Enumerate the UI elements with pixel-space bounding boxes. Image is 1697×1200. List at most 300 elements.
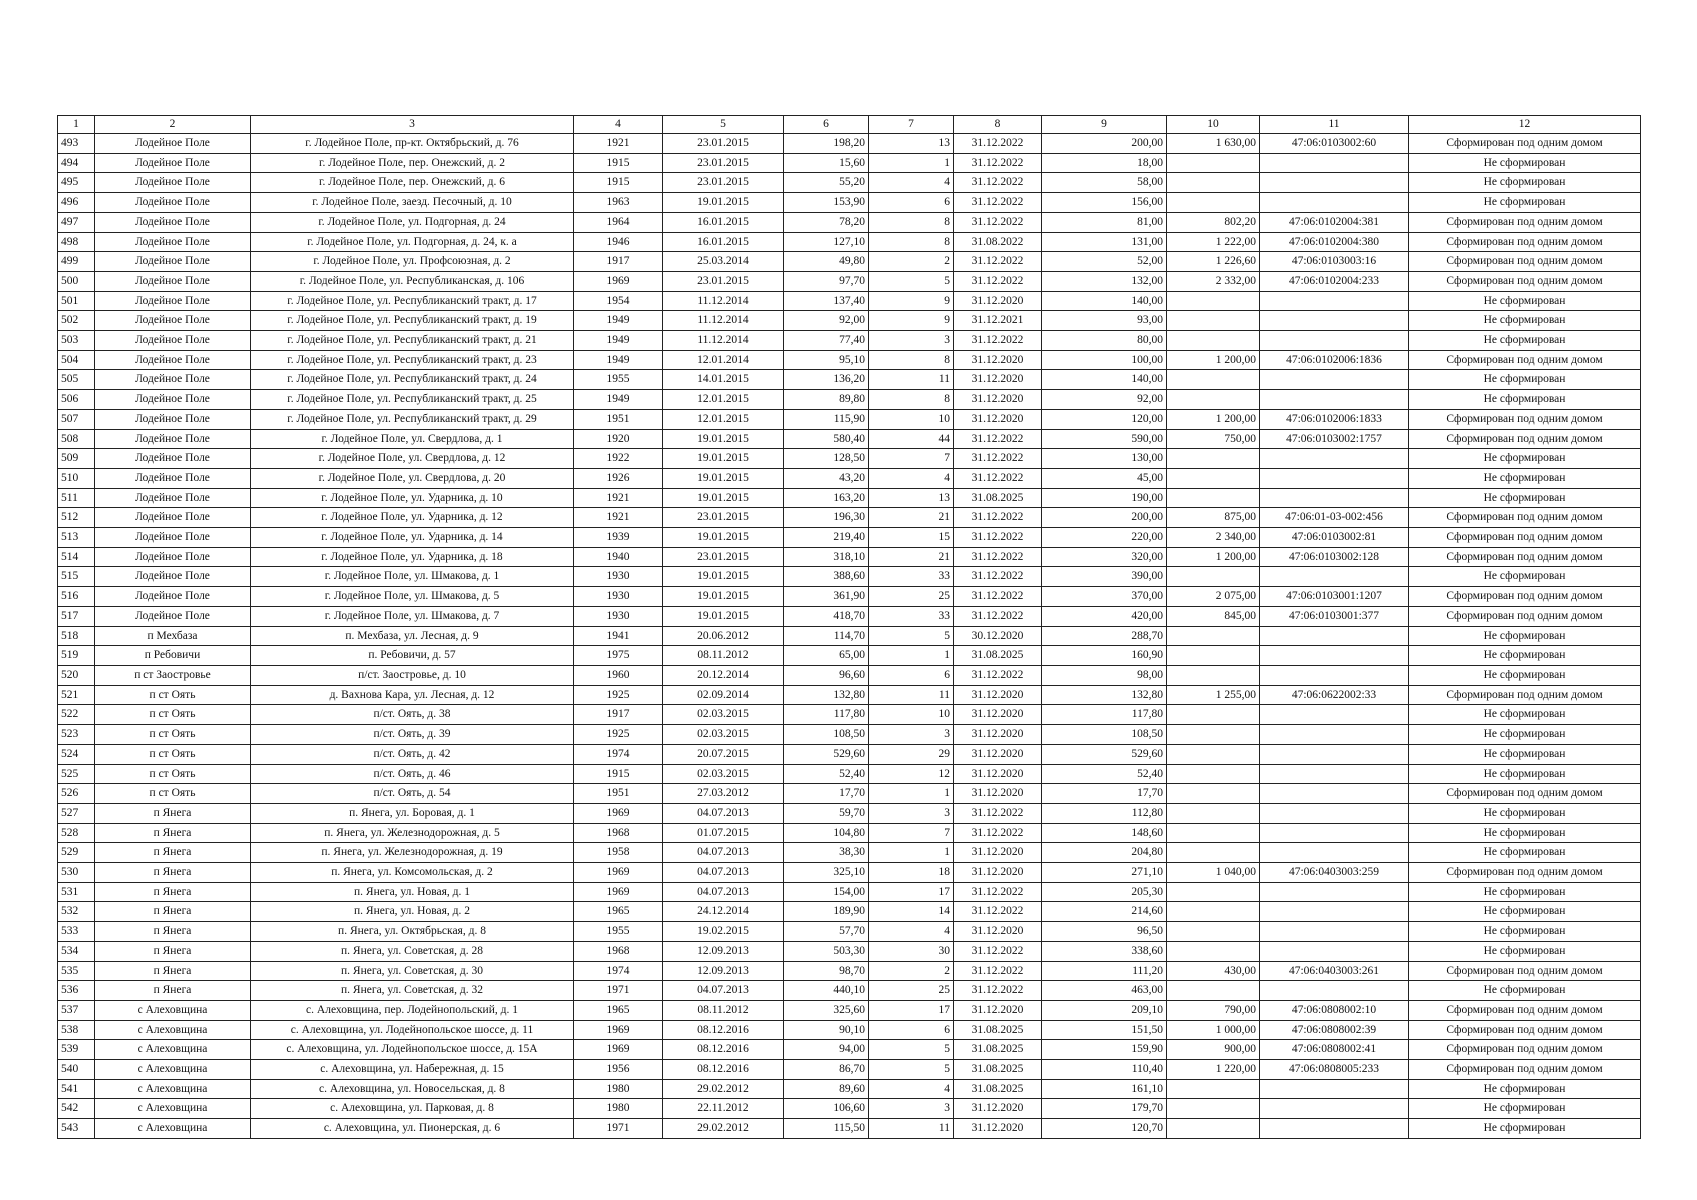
address-cell: г. Лодейное Поле, ул. Профсоюзная, д. 2 [251,252,574,272]
status-cell: Не сформирован [1409,370,1641,390]
cadastral-number-cell: 47:06:0403003:261 [1260,961,1409,981]
row-number-cell: 494 [58,153,95,173]
land-area-cell [1167,1079,1260,1099]
count-cell: 6 [869,193,954,213]
value-cell: 288,70 [1042,626,1167,646]
cadastral-number-cell [1260,705,1409,725]
address-cell: г. Лодейное Поле, ул. Шмакова, д. 1 [251,567,574,587]
date-cell: 19.01.2015 [663,528,784,548]
row-number-cell: 497 [58,212,95,232]
deadline-cell: 31.12.2022 [954,153,1042,173]
address-cell: г. Лодейное Поле, ул. Шмакова, д. 7 [251,606,574,626]
table-row [58,449,1641,469]
date-cell: 08.12.2016 [663,1040,784,1060]
table-row [58,1099,1641,1119]
status-cell: Не сформирован [1409,153,1641,173]
build-year-cell: 1955 [574,370,663,390]
count-cell: 14 [869,902,954,922]
cadastral-number-cell: 47:06:0103001:377 [1260,606,1409,626]
date-cell: 02.09.2014 [663,685,784,705]
land-area-cell [1167,646,1260,666]
date-cell: 04.07.2013 [663,803,784,823]
deadline-cell: 31.12.2020 [954,705,1042,725]
count-cell: 2 [869,252,954,272]
address-cell: п. Янега, ул. Комсомольская, д. 2 [251,863,574,883]
deadline-cell: 31.12.2020 [954,764,1042,784]
address-cell: г. Лодейное Поле, пер. Онежский, д. 2 [251,153,574,173]
value-cell: 209,10 [1042,1000,1167,1020]
date-cell: 11.12.2014 [663,311,784,331]
status-cell: Не сформирован [1409,291,1641,311]
date-cell: 19.01.2015 [663,488,784,508]
land-area-cell [1167,468,1260,488]
row-number-cell: 540 [58,1060,95,1080]
build-year-cell: 1930 [574,587,663,607]
status-cell: Не сформирован [1409,193,1641,213]
status-cell: Не сформирован [1409,1119,1641,1139]
build-year-cell: 1917 [574,705,663,725]
area-cell: 92,00 [784,311,869,331]
table-row [58,803,1641,823]
table-row [58,764,1641,784]
table-row [58,350,1641,370]
date-cell: 12.01.2015 [663,390,784,410]
value-cell: 156,00 [1042,193,1167,213]
address-cell: г. Лодейное Поле, ул. Ударника, д. 14 [251,528,574,548]
row-number-cell: 539 [58,1040,95,1060]
table-row [58,271,1641,291]
table-row [58,961,1641,981]
table-row [58,331,1641,351]
status-cell: Сформирован под одним домом [1409,1040,1641,1060]
settlement-cell: п ст Оять [95,725,251,745]
build-year-cell: 1949 [574,311,663,331]
land-area-cell [1167,449,1260,469]
status-cell: Сформирован под одним домом [1409,685,1641,705]
build-year-cell: 1974 [574,961,663,981]
address-cell: г. Лодейное Поле, ул. Ударника, д. 10 [251,488,574,508]
cadastral-number-cell [1260,882,1409,902]
row-number-cell: 523 [58,725,95,745]
row-number-cell: 522 [58,705,95,725]
address-cell: п. Ребовичи, д. 57 [251,646,574,666]
value-cell: 98,00 [1042,665,1167,685]
cadastral-number-cell [1260,1099,1409,1119]
status-cell: Не сформирован [1409,725,1641,745]
row-number-cell: 541 [58,1079,95,1099]
value-cell: 80,00 [1042,331,1167,351]
land-area-cell: 1 255,00 [1167,685,1260,705]
address-cell: г. Лодейное Поле, ул. Республиканский тракт, д. 23 [251,350,574,370]
address-cell: г. Лодейное Поле, пр-кт. Октябрьский, д. 76 [251,134,574,154]
build-year-cell: 1974 [574,744,663,764]
settlement-cell: п Янега [95,922,251,942]
status-cell: Не сформирован [1409,705,1641,725]
settlement-cell: с Алеховщина [95,1099,251,1119]
value-cell: 204,80 [1042,843,1167,863]
settlement-cell: п ст Оять [95,705,251,725]
area-cell: 43,20 [784,468,869,488]
settlement-cell: Лодейное Поле [95,547,251,567]
date-cell: 27.03.2012 [663,784,784,804]
build-year-cell: 1951 [574,784,663,804]
land-area-cell: 845,00 [1167,606,1260,626]
land-area-cell [1167,626,1260,646]
date-cell: 23.01.2015 [663,153,784,173]
build-year-cell: 1968 [574,941,663,961]
cadastral-number-cell [1260,370,1409,390]
address-cell: г. Лодейное Поле, ул. Республиканская, д. 106 [251,271,574,291]
table-row [58,1040,1641,1060]
land-area-cell [1167,843,1260,863]
deadline-cell: 31.12.2020 [954,1119,1042,1139]
land-area-cell [1167,981,1260,1001]
area-cell: 529,60 [784,744,869,764]
row-number-cell: 536 [58,981,95,1001]
value-cell: 271,10 [1042,863,1167,883]
count-cell: 3 [869,331,954,351]
build-year-cell: 1969 [574,271,663,291]
deadline-cell: 31.12.2020 [954,685,1042,705]
settlement-cell: Лодейное Поле [95,488,251,508]
cadastral-number-cell: 47:06:0102004:233 [1260,271,1409,291]
settlement-cell: п ст Оять [95,764,251,784]
table-row [58,626,1641,646]
count-cell: 7 [869,449,954,469]
settlement-cell: Лодейное Поле [95,173,251,193]
table-row [58,390,1641,410]
settlement-cell: Лодейное Поле [95,331,251,351]
count-cell: 8 [869,390,954,410]
deadline-cell: 31.12.2022 [954,331,1042,351]
build-year-cell: 1968 [574,823,663,843]
address-cell: п. Янега, ул. Новая, д. 1 [251,882,574,902]
land-area-cell [1167,193,1260,213]
address-cell: с. Алеховщина, ул. Набережная, д. 15 [251,1060,574,1080]
cadastral-number-cell: 47:06:0808002:41 [1260,1040,1409,1060]
land-area-cell: 430,00 [1167,961,1260,981]
address-cell: с. Алеховщина, ул. Новосельская, д. 8 [251,1079,574,1099]
land-area-cell [1167,882,1260,902]
value-cell: 390,00 [1042,567,1167,587]
count-cell: 6 [869,665,954,685]
settlement-cell: Лодейное Поле [95,606,251,626]
count-cell: 33 [869,606,954,626]
deadline-cell: 31.12.2022 [954,212,1042,232]
deadline-cell: 31.12.2022 [954,665,1042,685]
land-area-cell: 1 040,00 [1167,863,1260,883]
settlement-cell: Лодейное Поле [95,311,251,331]
count-cell: 4 [869,922,954,942]
count-cell: 17 [869,882,954,902]
row-number-cell: 501 [58,291,95,311]
settlement-cell: п Янега [95,882,251,902]
date-cell: 23.01.2015 [663,547,784,567]
status-cell: Сформирован под одним домом [1409,587,1641,607]
value-cell: 151,50 [1042,1020,1167,1040]
table-row [58,409,1641,429]
land-area-cell: 875,00 [1167,508,1260,528]
area-cell: 65,00 [784,646,869,666]
build-year-cell: 1915 [574,764,663,784]
land-area-cell [1167,941,1260,961]
settlement-cell: Лодейное Поле [95,370,251,390]
date-cell: 12.01.2014 [663,350,784,370]
value-cell: 117,80 [1042,705,1167,725]
address-cell: п/ст. Оять, д. 54 [251,784,574,804]
count-cell: 6 [869,1020,954,1040]
table-row [58,744,1641,764]
area-cell: 127,10 [784,232,869,252]
value-cell: 159,90 [1042,1040,1167,1060]
row-number-cell: 495 [58,173,95,193]
value-cell: 131,00 [1042,232,1167,252]
address-cell: п. Янега, ул. Октябрьская, д. 8 [251,922,574,942]
document-page [57,115,1640,1139]
date-cell: 19.01.2015 [663,429,784,449]
row-number-cell: 534 [58,941,95,961]
status-cell: Сформирован под одним домом [1409,1000,1641,1020]
deadline-cell: 31.12.2022 [954,803,1042,823]
value-cell: 110,40 [1042,1060,1167,1080]
date-cell: 24.12.2014 [663,902,784,922]
deadline-cell: 31.12.2020 [954,1099,1042,1119]
row-number-cell: 507 [58,409,95,429]
value-cell: 120,70 [1042,1119,1167,1139]
area-cell: 106,60 [784,1099,869,1119]
date-cell: 19.01.2015 [663,606,784,626]
cadastral-number-cell [1260,744,1409,764]
settlement-cell: п ст Заостровье [95,665,251,685]
value-cell: 52,40 [1042,764,1167,784]
count-cell: 7 [869,823,954,843]
table-row [58,134,1641,154]
status-cell: Не сформирован [1409,567,1641,587]
count-cell: 1 [869,153,954,173]
address-cell: п/ст. Оять, д. 46 [251,764,574,784]
row-number-cell: 543 [58,1119,95,1139]
status-cell: Не сформирован [1409,882,1641,902]
land-area-cell: 900,00 [1167,1040,1260,1060]
count-cell: 44 [869,429,954,449]
settlement-cell: Лодейное Поле [95,587,251,607]
area-cell: 89,60 [784,1079,869,1099]
settlement-cell: п Янега [95,902,251,922]
build-year-cell: 1956 [574,1060,663,1080]
column-header: 2 [95,116,251,134]
cadastral-number-cell: 47:06:0808002:39 [1260,1020,1409,1040]
build-year-cell: 1925 [574,725,663,745]
table-row [58,468,1641,488]
cadastral-number-cell [1260,784,1409,804]
settlement-cell: п ст Оять [95,784,251,804]
build-year-cell: 1951 [574,409,663,429]
cadastral-number-cell [1260,567,1409,587]
count-cell: 1 [869,843,954,863]
land-area-cell [1167,370,1260,390]
date-cell: 19.01.2015 [663,449,784,469]
table-row [58,232,1641,252]
count-cell: 8 [869,212,954,232]
address-cell: г. Лодейное Поле, ул. Подгорная, д. 24 [251,212,574,232]
land-area-cell [1167,567,1260,587]
build-year-cell: 1964 [574,212,663,232]
table-row [58,547,1641,567]
table-row [58,646,1641,666]
deadline-cell: 31.12.2020 [954,370,1042,390]
cadastral-number-cell [1260,941,1409,961]
deadline-cell: 31.08.2025 [954,1020,1042,1040]
table-row [58,823,1641,843]
value-cell: 132,00 [1042,271,1167,291]
cadastral-number-cell: 47:06:0103002:128 [1260,547,1409,567]
build-year-cell: 1965 [574,1000,663,1020]
deadline-cell: 31.12.2020 [954,784,1042,804]
settlement-cell: Лодейное Поле [95,153,251,173]
status-cell: Не сформирован [1409,173,1641,193]
table-body [58,134,1641,1139]
land-area-cell [1167,784,1260,804]
row-number-cell: 498 [58,232,95,252]
table-row [58,863,1641,883]
table-row [58,685,1641,705]
table-row [58,705,1641,725]
value-cell: 120,00 [1042,409,1167,429]
deadline-cell: 31.12.2022 [954,252,1042,272]
value-cell: 52,00 [1042,252,1167,272]
area-cell: 89,80 [784,390,869,410]
status-cell: Не сформирован [1409,1099,1641,1119]
build-year-cell: 1920 [574,429,663,449]
settlement-cell: с Алеховщина [95,1079,251,1099]
area-cell: 78,20 [784,212,869,232]
cadastral-number-cell [1260,173,1409,193]
area-cell: 97,70 [784,271,869,291]
address-cell: п. Янега, ул. Боровая, д. 1 [251,803,574,823]
date-cell: 29.02.2012 [663,1119,784,1139]
cadastral-number-cell [1260,843,1409,863]
cadastral-number-cell [1260,665,1409,685]
status-cell: Сформирован под одним домом [1409,863,1641,883]
count-cell: 25 [869,981,954,1001]
table-row [58,1079,1641,1099]
value-cell: 112,80 [1042,803,1167,823]
date-cell: 02.03.2015 [663,725,784,745]
row-number-cell: 503 [58,331,95,351]
land-area-cell [1167,902,1260,922]
row-number-cell: 496 [58,193,95,213]
build-year-cell: 1960 [574,665,663,685]
build-year-cell: 1963 [574,193,663,213]
settlement-cell: п Янега [95,863,251,883]
value-cell: 45,00 [1042,468,1167,488]
count-cell: 15 [869,528,954,548]
build-year-cell: 1965 [574,902,663,922]
land-area-cell: 1 222,00 [1167,232,1260,252]
settlement-cell: п Янега [95,843,251,863]
table-row [58,193,1641,213]
table-row [58,981,1641,1001]
area-cell: 98,70 [784,961,869,981]
count-cell: 3 [869,803,954,823]
address-cell: с. Алеховщина, ул. Пионерская, д. 6 [251,1119,574,1139]
area-cell: 94,00 [784,1040,869,1060]
cadastral-number-cell: 47:06:0102004:380 [1260,232,1409,252]
address-cell: п. Янега, ул. Советская, д. 30 [251,961,574,981]
build-year-cell: 1949 [574,331,663,351]
area-cell: 388,60 [784,567,869,587]
value-cell: 96,50 [1042,922,1167,942]
row-number-cell: 493 [58,134,95,154]
date-cell: 02.03.2015 [663,764,784,784]
settlement-cell: п Янега [95,803,251,823]
deadline-cell: 31.12.2022 [954,961,1042,981]
status-cell: Сформирован под одним домом [1409,252,1641,272]
status-cell: Не сформирован [1409,902,1641,922]
value-cell: 160,90 [1042,646,1167,666]
cadastral-number-cell [1260,1119,1409,1139]
address-cell: г. Лодейное Поле, ул. Республиканский тракт, д. 19 [251,311,574,331]
deadline-cell: 31.12.2020 [954,350,1042,370]
build-year-cell: 1975 [574,646,663,666]
settlement-cell: Лодейное Поле [95,252,251,272]
table-row [58,1020,1641,1040]
deadline-cell: 31.12.2022 [954,567,1042,587]
settlement-cell: Лодейное Поле [95,468,251,488]
area-cell: 108,50 [784,725,869,745]
status-cell: Не сформирован [1409,981,1641,1001]
status-cell: Сформирован под одним домом [1409,409,1641,429]
settlement-cell: п Янега [95,823,251,843]
address-cell: с. Алеховщина, ул. Лодейнопольское шоссе, д. 15А [251,1040,574,1060]
area-cell: 57,70 [784,922,869,942]
status-cell: Сформирован под одним домом [1409,271,1641,291]
area-cell: 153,90 [784,193,869,213]
value-cell: 58,00 [1042,173,1167,193]
table-row [58,212,1641,232]
deadline-cell: 31.12.2022 [954,173,1042,193]
deadline-cell: 31.12.2022 [954,508,1042,528]
address-cell: п. Янега, ул. Железнодорожная, д. 19 [251,843,574,863]
settlement-cell: Лодейное Поле [95,291,251,311]
land-area-cell [1167,665,1260,685]
row-number-cell: 537 [58,1000,95,1020]
settlement-cell: Лодейное Поле [95,193,251,213]
cadastral-number-cell: 47:06:0102004:381 [1260,212,1409,232]
cadastral-number-cell [1260,981,1409,1001]
value-cell: 100,00 [1042,350,1167,370]
deadline-cell: 31.12.2022 [954,547,1042,567]
date-cell: 08.11.2012 [663,646,784,666]
cadastral-number-cell: 47:06:0103002:81 [1260,528,1409,548]
cadastral-number-cell [1260,1079,1409,1099]
area-cell: 198,20 [784,134,869,154]
address-cell: п. Янега, ул. Советская, д. 32 [251,981,574,1001]
status-cell: Не сформирован [1409,922,1641,942]
address-cell: г. Лодейное Поле, пер. Онежский, д. 6 [251,173,574,193]
status-cell: Не сформирован [1409,488,1641,508]
cadastral-number-cell [1260,468,1409,488]
address-cell: с. Алеховщина, ул. Лодейнопольское шоссе, д. 11 [251,1020,574,1040]
settlement-cell: Лодейное Поле [95,390,251,410]
land-area-cell: 1 200,00 [1167,350,1260,370]
count-cell: 4 [869,1079,954,1099]
build-year-cell: 1949 [574,350,663,370]
deadline-cell: 31.12.2022 [954,981,1042,1001]
count-cell: 8 [869,232,954,252]
build-year-cell: 1930 [574,606,663,626]
date-cell: 19.01.2015 [663,468,784,488]
